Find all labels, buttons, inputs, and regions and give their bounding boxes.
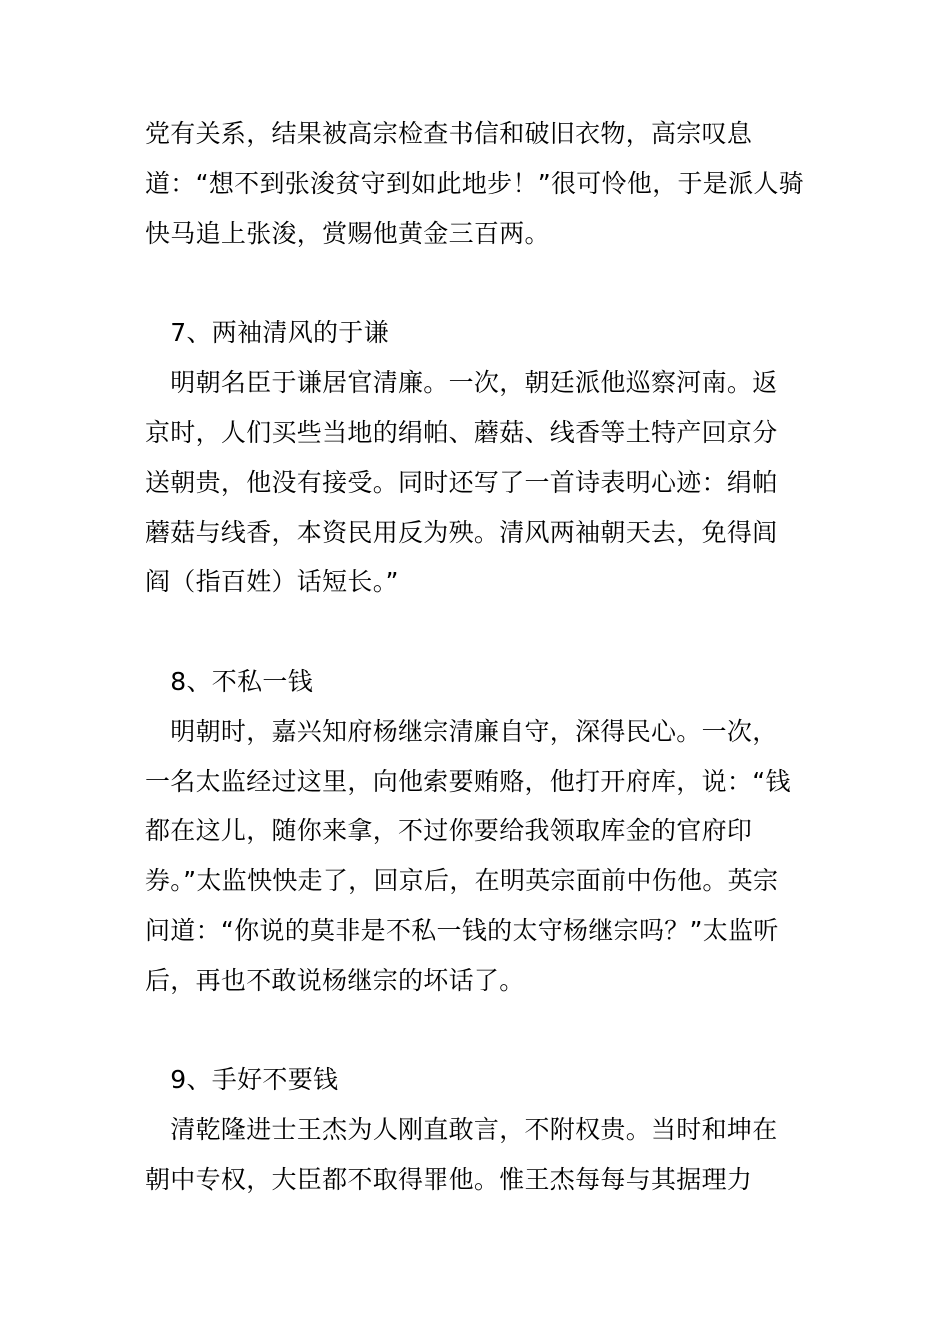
- text-line: 蘑菇与线香，本资民用反为殃。清风两袖朝天去，免得闾: [145, 518, 778, 547]
- section-heading: 7、两袖清风的于谦: [145, 318, 389, 347]
- text-line: 道：“想不到张浚贫守到如此地步！”很可怜他，于是派人骑: [145, 169, 805, 198]
- text-line: 都在这儿，随你来拿，不过你要给我领取库金的官府印: [145, 816, 753, 845]
- text-line: 送朝贵，他没有接受。同时还写了一首诗表明心迹：绢帕: [145, 468, 778, 497]
- text-line: 京时，人们买些当地的绢帕、蘑菇、线香等土特产回京分: [145, 418, 778, 447]
- text-line: 党有关系，结果被高宗检查书信和破旧衣物，高宗叹息: [145, 119, 753, 148]
- text-line: 券。”太监怏怏走了，回京后，在明英宗面前中伤他。英宗: [145, 866, 779, 895]
- text-line: 快马追上张浚，赏赐他黄金三百两。: [145, 219, 550, 248]
- text-line: 阎（指百姓）话短长。”: [145, 567, 399, 596]
- text-line: 明朝名臣于谦居官清廉。一次，朝廷派他巡察河南。返: [145, 368, 778, 397]
- text-line: 后，再也不敢说杨继宗的坏话了。: [145, 966, 525, 995]
- text-line: 朝中专权，大臣都不取得罪他。惟王杰每每与其据理力: [145, 1165, 753, 1194]
- text-line: 问道：“你说的莫非是不私一钱的太守杨继宗吗？”太监听: [145, 916, 779, 945]
- text-line: 明朝时，嘉兴知府杨继宗清廉自守，深得民心。一次，: [145, 717, 778, 746]
- section-heading: 9、手好不要钱: [145, 1065, 339, 1094]
- section-heading: 8、不私一钱: [145, 667, 314, 696]
- text-line: 一名太监经过这里，向他索要贿赂，他打开府库，说：“钱: [145, 767, 791, 796]
- text-line: 清乾隆进士王杰为人刚直敢言，不附权贵。当时和坤在: [145, 1115, 778, 1144]
